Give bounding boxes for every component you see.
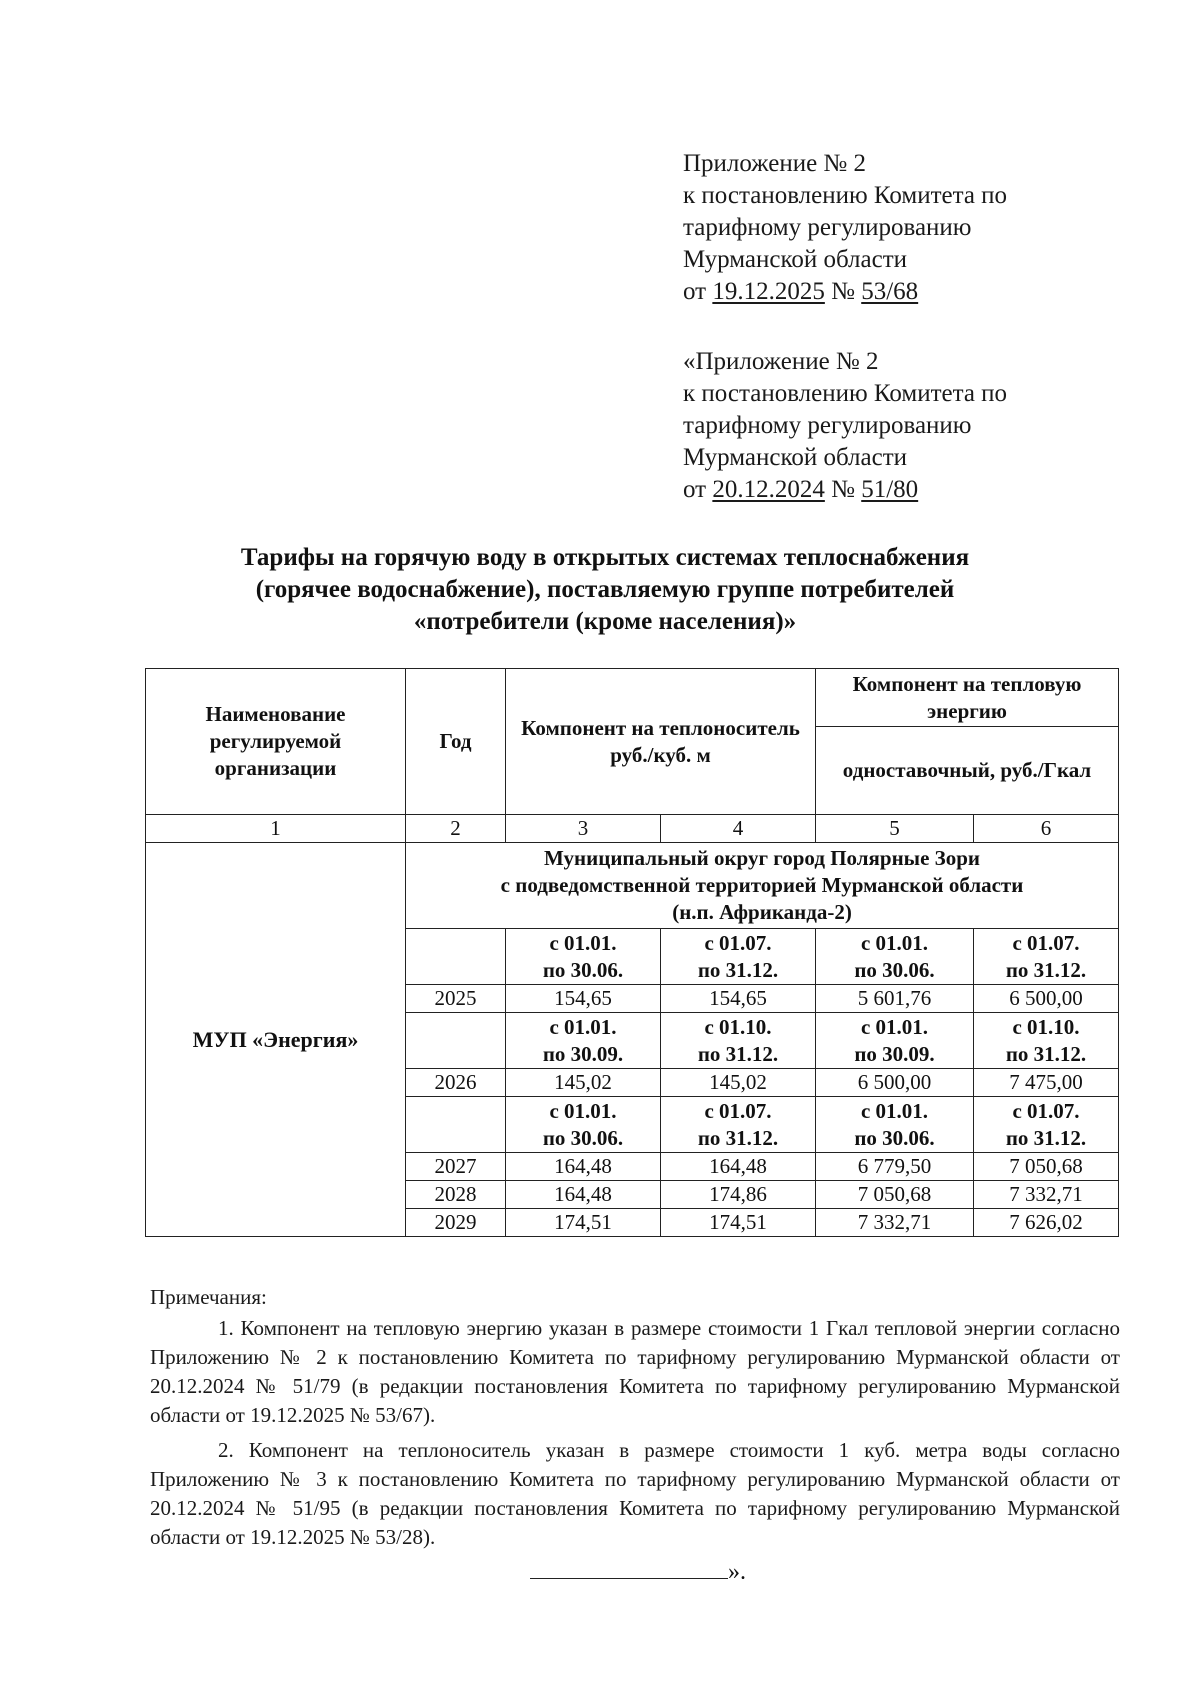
value-cell: 174,51: [661, 1209, 816, 1237]
col-number: 5: [816, 815, 974, 843]
organization-name: МУП «Энергия»: [146, 843, 406, 1237]
value-cell: 6 779,50: [816, 1153, 974, 1181]
closing-quote: ».: [728, 1559, 746, 1585]
municipality: Муниципальный округ город Полярные Зори с подведомственной территорией Мурманской области (н.п. Африканда-2): [406, 843, 1119, 929]
value-cell: 7 475,00: [974, 1069, 1119, 1097]
appendix-line: тарифному регулированию: [683, 412, 972, 439]
notes: [150, 1283, 1120, 1558]
value-cell: 174,86: [661, 1181, 816, 1209]
appendix-header-current: [683, 148, 1007, 308]
appendix-number: 51/80: [861, 476, 919, 503]
col-number: 6: [974, 815, 1119, 843]
period-year-blank: [406, 1097, 506, 1153]
period-cell: с 01.10. по 31.12.: [661, 1013, 816, 1069]
value-cell: 5 601,76: [816, 985, 974, 1013]
period-cell: с 01.07. по 31.12.: [661, 1097, 816, 1153]
period-cell: с 01.01. по 30.06.: [816, 929, 974, 985]
year-cell: 2027: [406, 1153, 506, 1181]
year-cell: 2025: [406, 985, 506, 1013]
appendix-date: 19.12.2025: [712, 278, 825, 305]
header-energy: Компонент на тепловую энергию: [816, 669, 1119, 727]
value-cell: 7 626,02: [974, 1209, 1119, 1237]
value-cell: 7 332,71: [816, 1209, 974, 1237]
title-line: (горячее водоснабжение), поставляемую группе потребителей: [255, 576, 955, 603]
signature-line: [530, 1556, 728, 1579]
value-cell: 7 332,71: [974, 1181, 1119, 1209]
header-org: Наименование регулируемой организации: [146, 669, 406, 815]
closing-line: [530, 1556, 746, 1586]
notes-title: Примечания:: [150, 1285, 267, 1309]
appendix-line: Мурманской области: [683, 246, 908, 273]
document-title: [150, 542, 1060, 638]
appendix-date-line: от 20.12.2024 № 51/80: [683, 476, 919, 503]
period-year-blank: [406, 1013, 506, 1069]
col-number: 3: [506, 815, 661, 843]
appendix-line: к постановлению Комитета по: [683, 182, 1008, 209]
appendix-header-previous: [683, 346, 1007, 506]
value-cell: 154,65: [506, 985, 661, 1013]
title-line: «потребители (кроме населения)»: [413, 608, 797, 635]
period-cell: с 01.01. по 30.09.: [506, 1013, 661, 1069]
period-cell: с 01.07. по 31.12.: [974, 1097, 1119, 1153]
period-year-blank: [406, 929, 506, 985]
value-cell: 7 050,68: [816, 1181, 974, 1209]
value-cell: 145,02: [506, 1069, 661, 1097]
value-cell: 7 050,68: [974, 1153, 1119, 1181]
appendix-number: 53/68: [861, 278, 919, 305]
value-cell: 145,02: [661, 1069, 816, 1097]
year-cell: 2029: [406, 1209, 506, 1237]
period-cell: с 01.01. по 30.06.: [506, 1097, 661, 1153]
period-cell: с 01.07. по 31.12.: [661, 929, 816, 985]
col-number: 2: [406, 815, 506, 843]
tariff-table: [145, 668, 1119, 1237]
col-number: 4: [661, 815, 816, 843]
appendix-line: Мурманской области: [683, 444, 908, 471]
note-2: 2. Компонент на теплоноситель указан в размере стоимости 1 куб. метра воды согласно Приложению № 3 к постановлению Комитета по тарифному регулированию Мурманской области от 20.12.2024 № 51/95 (в редакции постановления Комитета по тарифному регулированию Мурманской области от 19.12.2025 № 53/28).: [150, 1438, 1120, 1549]
year-cell: 2028: [406, 1181, 506, 1209]
value-cell: 154,65: [661, 985, 816, 1013]
appendix-line: к постановлению Комитета по: [683, 380, 1008, 407]
col-number: 1: [146, 815, 406, 843]
appendix-line: Приложение № 2: [683, 150, 867, 177]
value-cell: 164,48: [506, 1181, 661, 1209]
period-cell: с 01.01. по 30.06.: [506, 929, 661, 985]
year-cell: 2026: [406, 1069, 506, 1097]
header-coolant: Компонент на теплоноситель руб./куб. м: [506, 669, 816, 815]
appendix-line: «Приложение № 2: [683, 348, 879, 375]
appendix-date: 20.12.2024: [712, 476, 825, 503]
header-energy-sub: одноставочный, руб./Гкал: [816, 727, 1119, 815]
title-line: Тарифы на горячую воду в открытых системах теплоснабжения: [240, 544, 970, 571]
value-cell: 174,51: [506, 1209, 661, 1237]
note-1: 1. Компонент на тепловую энергию указан в размере стоимости 1 Гкал тепловой энергии согласно Приложению № 2 к постановлению Комитета по тарифному регулированию Мурманской области от 20.12.2024 № 51/79 (в редакции постановления Комитета по тарифному регулированию Мурманской области от 19.12.2025 № 53/67).: [150, 1316, 1120, 1427]
value-cell: 164,48: [506, 1153, 661, 1181]
period-cell: с 01.01. по 30.09.: [816, 1013, 974, 1069]
appendix-line: тарифному регулированию: [683, 214, 972, 241]
value-cell: 164,48: [661, 1153, 816, 1181]
period-cell: с 01.01. по 30.06.: [816, 1097, 974, 1153]
value-cell: 6 500,00: [816, 1069, 974, 1097]
value-cell: 6 500,00: [974, 985, 1119, 1013]
header-year: Год: [406, 669, 506, 815]
period-cell: с 01.07. по 31.12.: [974, 929, 1119, 985]
appendix-date-line: от 19.12.2025 № 53/68: [683, 278, 919, 305]
period-cell: с 01.10. по 31.12.: [974, 1013, 1119, 1069]
